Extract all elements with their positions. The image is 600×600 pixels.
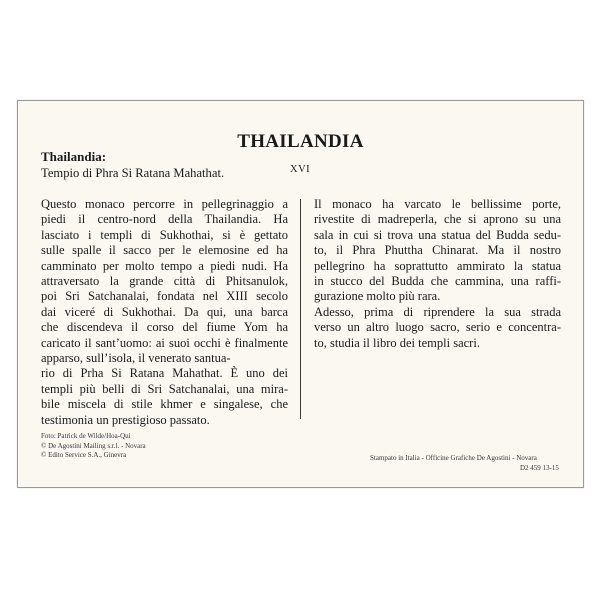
text-line: dai viceré di Sukhothai. Da qui, una barca: [41, 304, 288, 319]
column-divider: [300, 199, 301, 419]
text-line: rivestite di madreperla, che si aprono su una: [314, 212, 561, 227]
card-title: THAILANDIA: [237, 131, 364, 152]
text-line: camminato per molto tempo a piedi nudi. Ha: [41, 258, 288, 273]
text-line: templi più belli di Sri Satchanalai, una mira-: [41, 381, 288, 396]
volume-number: XVI: [290, 164, 311, 175]
description-right-column: [314, 197, 561, 351]
description-left-column: [41, 197, 288, 428]
subject-heading: Thailandia:: [41, 149, 107, 164]
text-line: sulle spalle il sacco per le elemosine ed ha: [41, 243, 288, 258]
text-line: rio di Prha Si Ratana Mahathat. È uno dei: [41, 366, 288, 381]
text-line: lasciato i templi di Sukhothai, si è gettato: [41, 227, 288, 242]
text-line: poi Sri Satchanalai, fondata nel XIII secolo: [41, 289, 288, 304]
text-line: gurazione molto più rara.: [314, 289, 441, 304]
credit-line: © Edito Service S.A., Ginevra: [41, 451, 127, 459]
text-line: to, studia il libro dei templi sacri.: [314, 335, 480, 350]
text-line: verso un altro luogo sacro, serio e concentra-: [314, 320, 561, 335]
product-code: D2 459 13-15: [520, 463, 559, 472]
text-line: piedi il centro-nord della Thailandia. Ha: [41, 212, 288, 227]
text-line: sala in cui si trova una statua del Budda sedu-: [314, 227, 561, 242]
postcard-back: [17, 100, 584, 488]
printer-line: Stampato in Italia - Officine Grafiche De Agostini - Novara: [370, 454, 537, 462]
text-line: Il monaco ha varcato le bellissime porte,: [314, 197, 561, 211]
text-line: attraversato la grande città di Phitsanulok,: [41, 274, 288, 289]
text-line: caricato il sant’uomo: ai suoi occhi è finalmente apparso, sull’isola, il venerato santua-: [41, 335, 288, 366]
text-line: bile miscela di stile khmer e singalese, che: [41, 397, 288, 412]
text-line: Questo monaco percorre in pellegrinaggio a: [41, 197, 288, 211]
credit-line: Foto: Patrick de Wilde/Hoa-Qui: [41, 432, 131, 440]
printer-info: [370, 454, 559, 473]
text-line: che discendeva il corso del fiume Yom ha: [41, 320, 288, 335]
text-line: testimonia un prestigioso passato.: [41, 412, 210, 427]
text-line: to, il Phra Phuttha Chinarat. Ma il nostro: [314, 243, 561, 258]
credit-line: © De Agostini Mailing s.r.l. - Novara: [41, 441, 146, 450]
text-line: in stucco del Budda che cammina, una raffi-: [314, 274, 561, 289]
subject-subtitle: Tempio di Phra Si Ratana Mahathat.: [41, 166, 225, 180]
text-line: pellegrino ha soprattutto ammirato la statua: [314, 258, 561, 273]
text-line: Adesso, prima di riprendere la sua strada: [314, 304, 561, 319]
photo-credits: [41, 432, 146, 461]
